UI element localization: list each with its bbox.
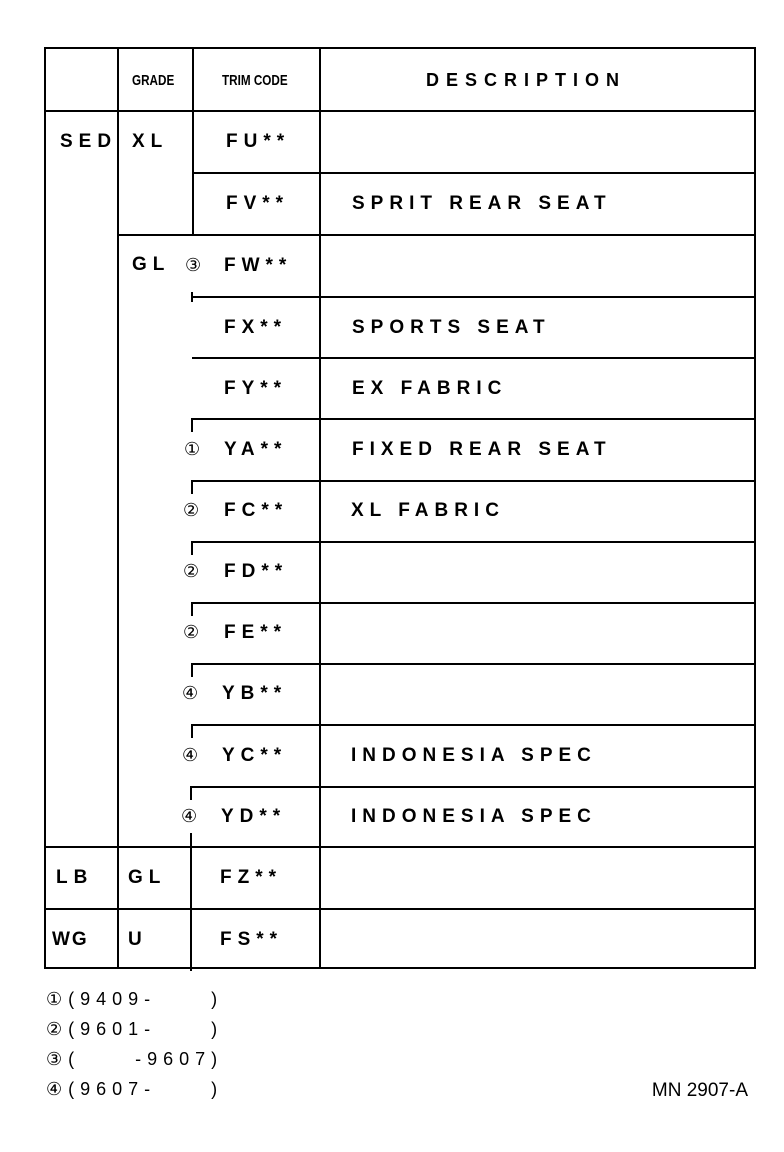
- trim-code: YD**: [221, 806, 287, 827]
- grade-label: U: [128, 929, 148, 950]
- description: INDONESIA SPEC: [351, 806, 597, 827]
- divider: [191, 663, 193, 677]
- footnote: ①(9409- ): [46, 989, 224, 1009]
- note-marker: ①: [184, 439, 201, 459]
- trim-code: FX**: [224, 317, 288, 338]
- note-marker: ③: [185, 255, 202, 275]
- reference-code: MN 2907-A: [651, 1080, 748, 1101]
- trim-code: YC**: [222, 745, 288, 766]
- trim-code: YB**: [222, 683, 288, 704]
- note-marker: ②: [183, 622, 200, 642]
- grade-label: XL: [132, 131, 169, 152]
- footnote: ④(9607- ): [46, 1079, 224, 1099]
- header-description: DESCRIPTION: [426, 69, 627, 90]
- trim-code: YA**: [224, 439, 288, 460]
- divider: [190, 833, 192, 847]
- note-marker: ④: [181, 806, 198, 826]
- header-trim-code: TRIM CODE: [222, 71, 288, 89]
- divider: [191, 541, 193, 555]
- model-label: LB: [56, 867, 94, 888]
- divider: [192, 786, 754, 788]
- footnote: ②(9601- ): [46, 1019, 224, 1039]
- trim-code: FE**: [224, 622, 288, 643]
- grade-label: GL: [132, 254, 171, 275]
- divider: [192, 602, 754, 604]
- trim-code: FU**: [226, 131, 291, 152]
- trim-code: FW**: [224, 255, 293, 276]
- description: XL FABRIC: [351, 500, 505, 521]
- grade-label: GL: [128, 867, 167, 888]
- trim-code: FS**: [220, 929, 284, 950]
- note-marker: ④: [182, 683, 199, 703]
- model-label: WG: [52, 929, 89, 950]
- divider: [192, 49, 194, 111]
- divider: [192, 480, 754, 482]
- note-marker: ④: [182, 745, 199, 765]
- divider: [192, 724, 754, 726]
- divider: [191, 480, 193, 494]
- divider: [117, 234, 754, 236]
- model-label: SED: [60, 131, 118, 152]
- trim-code-table: [44, 47, 756, 969]
- divider: [190, 786, 192, 800]
- trim-code: FD**: [224, 561, 289, 582]
- note-marker: ②: [183, 561, 200, 581]
- trim-code: FZ**: [220, 867, 282, 888]
- divider: [117, 49, 119, 967]
- divider: [191, 602, 193, 616]
- divider: [192, 663, 754, 665]
- trim-code: FC**: [224, 500, 289, 521]
- header-grade: GRADE: [132, 71, 175, 89]
- description: FIXED REAR SEAT: [352, 439, 612, 460]
- note-marker: ②: [183, 500, 200, 520]
- divider: [46, 110, 754, 112]
- divider: [191, 418, 193, 432]
- divider: [192, 418, 754, 420]
- footnote: ③( -9607): [46, 1049, 224, 1069]
- divider: [191, 724, 193, 738]
- description: EX FABRIC: [352, 378, 508, 399]
- description: SPRIT REAR SEAT: [352, 193, 612, 214]
- divider: [192, 296, 754, 298]
- divider: [192, 357, 754, 359]
- divider: [319, 49, 321, 967]
- trim-code: FV**: [226, 193, 290, 214]
- divider: [192, 172, 754, 174]
- description: INDONESIA SPEC: [351, 745, 597, 766]
- divider: [46, 908, 754, 910]
- divider: [46, 846, 754, 848]
- trim-code: FY**: [224, 378, 288, 399]
- divider: [192, 541, 754, 543]
- description: SPORTS SEAT: [352, 317, 551, 338]
